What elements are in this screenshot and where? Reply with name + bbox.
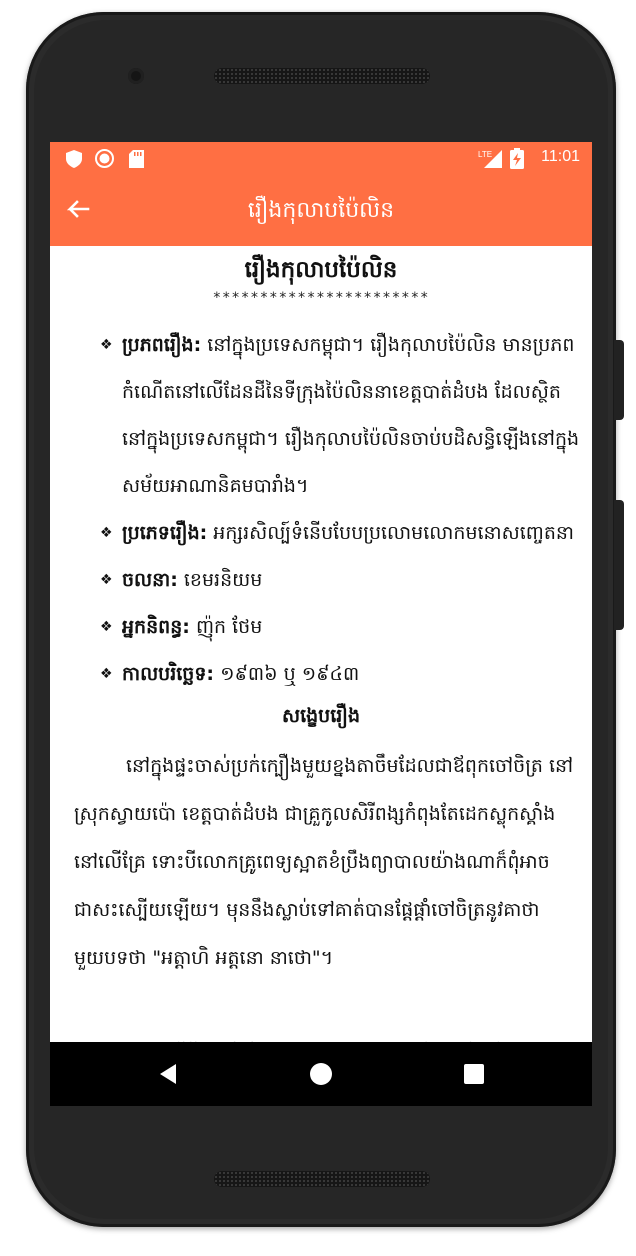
nav-home-button[interactable]: [307, 1060, 335, 1088]
front-camera: [128, 68, 144, 84]
bullet-text: ខេមរនិយម: [177, 569, 263, 591]
bullet-label: ចលនា:: [122, 569, 178, 591]
navigation-bar: [50, 1042, 592, 1106]
separator-line: ***********************: [212, 290, 430, 306]
bullet-text: ១៩៣៦ ឬ ១៩៤៣: [214, 663, 360, 685]
recents-square-icon: [460, 1060, 488, 1088]
sd-card-icon: [129, 150, 144, 172]
lte-label: LTE: [478, 150, 493, 159]
battery-charging-icon: [510, 148, 524, 173]
nav-back-button[interactable]: [154, 1060, 182, 1088]
diamond-bullet-icon: ❖: [100, 666, 113, 682]
diamond-bullet-icon: ❖: [100, 337, 113, 353]
app-bar: [50, 174, 592, 246]
lte-signal-icon: [478, 148, 504, 172]
screen: [50, 142, 592, 1106]
document-content[interactable]: [50, 246, 592, 1042]
document-title: រឿងកុលាបប៉ៃលិន: [244, 257, 398, 283]
bullet-text: ញ៉ុក ថែម: [189, 616, 263, 638]
bullet-text: នៅក្នុងប្រទេសកម្ពុជា។ រឿងកុលាបប៉ៃលិន មានប្រភពកំណើតនៅលើដែនដីនៃទីក្រុងប៉ៃលិននាខេត្តបាត់ដំបង ដែលស្ថិតនៅក្នុងប្រទេសកម្ពុជា។ រឿងកុលាបប៉ៃលិនចាប់បដិសន្ធិឡើងនៅក្នុងសម័យអាណានិគមបារាំង។: [122, 334, 580, 497]
summary-heading: សង្ខេបរឿង: [281, 705, 361, 727]
status-time: 11:01: [541, 148, 580, 165]
top-speaker: [214, 68, 430, 84]
record-icon: [95, 149, 114, 172]
bullet-label: កាលបរិច្ឆេទ:: [122, 663, 215, 685]
diamond-bullet-icon: ❖: [100, 525, 113, 541]
bullet-text: អក្សរសិល្ប៍ទំនើបបែបប្រលោមលោកមនោសញ្ចេតនា: [207, 522, 574, 544]
nav-recents-button[interactable]: [460, 1060, 488, 1088]
shield-icon: [66, 150, 82, 172]
home-circle-icon: [307, 1060, 335, 1088]
diamond-bullet-icon: ❖: [100, 619, 113, 635]
bullet-label: ប្រភេទរឿង:: [122, 522, 208, 544]
bullet-label: អ្នកនិពន្ធ:: [122, 616, 190, 638]
list-item: [100, 557, 580, 604]
power-button: [614, 500, 624, 630]
diamond-bullet-icon: ❖: [100, 572, 113, 588]
bullet-label: ប្រភពរឿង:: [122, 334, 202, 356]
list-item: [100, 651, 580, 698]
list-item: [100, 604, 580, 651]
info-list: [100, 322, 580, 698]
bottom-speaker: [214, 1171, 430, 1187]
volume-button: [614, 340, 624, 420]
summary-paragraph: នៅក្នុងផ្ទះចាស់ប្រក់ក្បឿងមួយខ្នងតាចឹមដែលជាឪពុកចៅចិត្រ នៅស្រុកស្វាយប៉ោ ខេត្តបាត់ដំបង ជាគ្រួកូលសិរីពង្សកំពុងតែដេកស្លុកស្គាំងនៅលើគ្រែ ទោះបីលោកគ្រូពេទ្យស្អាតខំប្រឹងព្យាបាលយ៉ាងណាក៏ពុំអាចជាសះស្បើយឡើយ។ មុននឹងស្លាប់ទៅគាត់បានផ្តែផ្តាំចៅចិត្រនូវគាថាមួយបទថា "អត្តាហិ អត្តនោ នាថោ"។: [74, 755, 574, 969]
back-triangle-icon: [154, 1060, 182, 1088]
list-item: [100, 322, 580, 510]
list-item: [100, 510, 580, 557]
app-title: រឿងកុលាបប៉ៃលិន: [247, 198, 395, 223]
status-bar: [50, 142, 592, 174]
